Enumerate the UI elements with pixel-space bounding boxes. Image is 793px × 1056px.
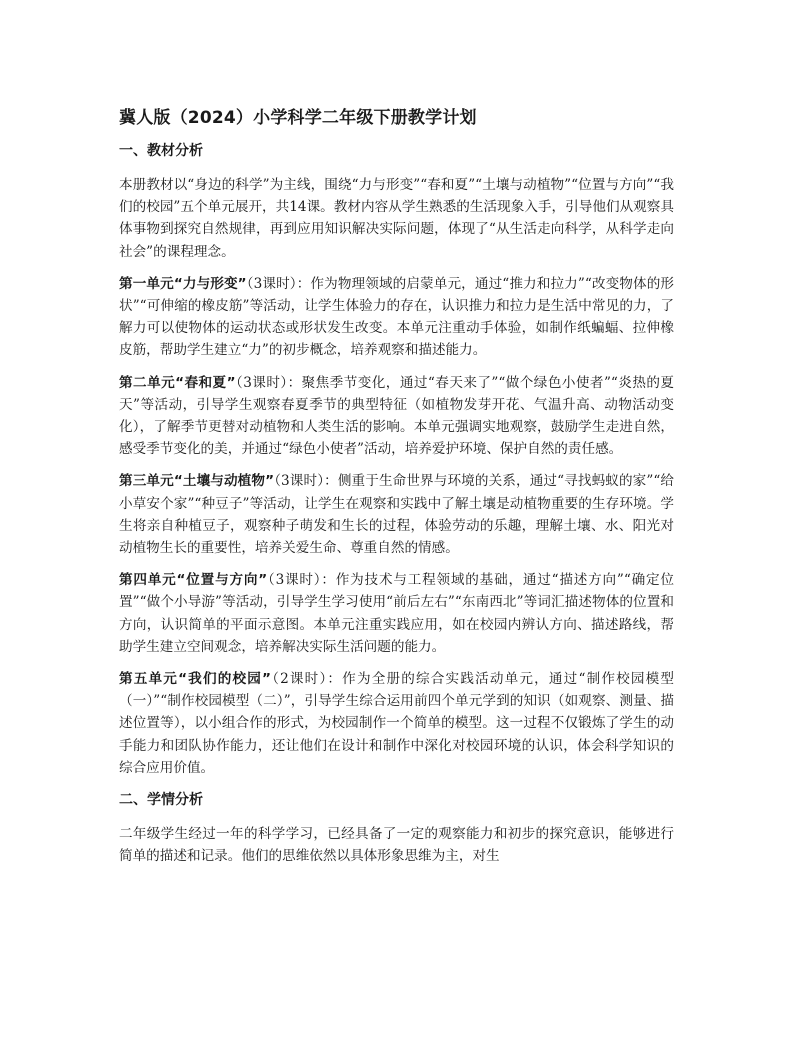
student-analysis-intro: 二年级学生经过一年的科学学习，已经具备了一定的观察能力和初步的探究意识，能够进行简单的描述和记录。他们的思维依然以具体形象思维为主，对生 <box>119 826 674 865</box>
textbook-analysis-intro: 本册教材以“身边的科学”为主线，围绕“力与形变”“春和夏”“土壤与动植物”“位置与方向”“我们的校园”五个单元展开，共14课。教材内容从学生熟悉的生活现象入手，引导他们从观察具体事物到探究自然规律，再到应用知识解决实际问题，体现了“从生活走向科学，从科学走向社会”的课程理念。 <box>119 177 674 260</box>
unit-paragraph-3 <box>119 470 674 559</box>
unit-name: 第一单元“力与形变” <box>119 275 247 292</box>
unit-description: （3课时）：聚焦季节变化，通过“春天来了”“做个绿色小使者”“炎热的夏天”等活动，引导学生观察春夏季节的典型特征（如植物发芽开花、气温升高、动物活动变化），了解季节更替对动植物和人类生活的影响。本单元强调实地观察，鼓励学生走进自然，感受季节变化的美，并通过“绿色小使者”活动，培养爱护环境、保护自然的责任感。 <box>119 374 674 458</box>
document-title: 冀人版（2024）小学科学二年级下册教学计划 <box>119 108 477 128</box>
unit-description: （3课时）：作为物理领域的启蒙单元，通过“推力和拉力”“改变物体的形状”“可伸缩的橡皮筋”等活动，让学生体验力的存在，认识推力和拉力是生活中常见的力，了解力可以使物体的运动状态或形状发生改变。本单元注重动手体验，如制作纸蝙蝠、拉伸橡皮筋，帮助学生建立“力”的初步概念，培养观察和描述能力。 <box>119 275 674 359</box>
unit-paragraph-1 <box>119 273 674 362</box>
unit-description: （2课时）：作为全册的综合实践活动单元，通过“制作校园模型（一）”“制作校园模型（二）”，引导学生综合运用前四个单元学到的知识（如观察、测量、描述位置等），以小组合作的形式，为校园制作一个简单的模型。这一过程不仅锻炼了学生的动手能力和团队协作能力，还让他们在设计和制作中深化对校园环境的认识，体会科学知识的综合应用价值。 <box>119 671 674 776</box>
section-heading-textbook-analysis: 一、教材分析 <box>119 143 203 159</box>
unit-name: 第二单元“春和夏” <box>119 374 236 391</box>
unit-paragraph-2 <box>119 372 674 461</box>
unit-description: （3课时）：作为技术与工程领域的基础，通过“描述方向”“确定位置”“做个小导游”等活动，引导学生学习使用“前后左右”“东南西北”等词汇描述物体的位置和方向，认识简单的平面示意图。本单元注重实践应用，如在校园内辨认方向、描述路线，帮助学生建立空间观念，培养解决实际生活问题的能力。 <box>119 572 674 655</box>
unit-paragraph-5 <box>119 668 674 779</box>
unit-name: 第五单元“我们的校园” <box>119 671 271 688</box>
unit-name: 第四单元“位置与方向” <box>119 572 268 589</box>
unit-description: （3课时）：侧重于生命世界与环境的关系，通过“寻找蚂蚁的家”“给小草安个家”“种豆子”等活动，让学生在观察和实践中了解土壤是动植物重要的生存环境。学生将亲自种植豆子，观察种子萌发和生长的过程，体验劳动的乐趣，理解土壤、水、阳光对动植物生长的重要性，培养关爱生命、尊重自然的情感。 <box>119 473 674 557</box>
unit-name: 第三单元“土壤与动植物” <box>119 473 275 490</box>
unit-paragraph-4 <box>119 569 674 658</box>
document-page <box>119 106 674 877</box>
section-heading-student-analysis: 二、学情分析 <box>119 792 203 809</box>
